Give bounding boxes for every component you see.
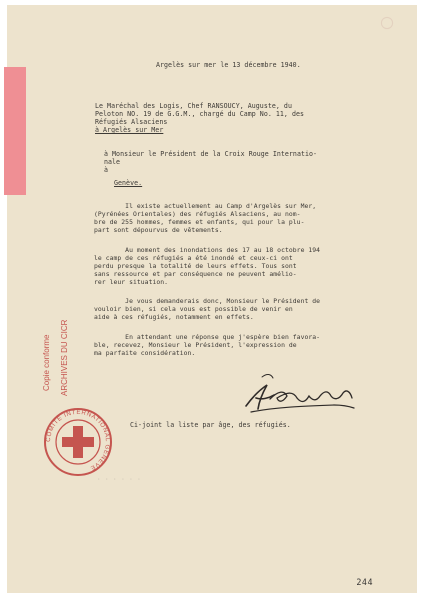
date-line: Argelès sur mer le 13 décembre 1940. <box>156 61 301 69</box>
paragraph-4-line-3: ma parfaite considération. <box>94 349 196 357</box>
faint-archive-ink-marks: · · · · · · <box>97 476 142 483</box>
recipient-line-2: nale <box>104 158 121 166</box>
recipient-city: Genève. <box>114 179 143 187</box>
paragraph-4-line-2: ble, recevez, Monsieur le Président, l'expression de <box>94 341 297 349</box>
paragraph-2-line-4: sans ressource et par conséquence ne peuvent amélio- <box>94 270 297 278</box>
red-cross-seal <box>42 406 114 478</box>
paragraph-2-line-2: le camp de ces réfugiés a été inondé et ceux-ci ont <box>94 254 293 262</box>
paragraph-3-line-3: aide à ces réfugiés, notamment en effets. <box>94 313 254 321</box>
paragraph-1-line-4: part sont dépourvus de vêtements. <box>94 226 223 234</box>
handwritten-signature <box>236 369 362 418</box>
paragraph-3-line-1: Je vous demanderais donc, Monsieur le Président de <box>94 297 321 305</box>
copie-conforme-stamp: Copie conforme <box>42 334 51 391</box>
sender-line-1: Le Maréchal des Logis, Chef RANSOUCY, Auguste, du <box>95 102 292 110</box>
recipient-line-3: à <box>104 166 109 174</box>
paragraph-1-line-1: Il existe actuellement au Camp d'Argelès sur Mer, <box>94 202 317 210</box>
sender-line-4: à Argelès sur Mer <box>95 126 164 134</box>
enclosure-note: Ci-joint la liste par âge, des réfugiés. <box>130 421 291 429</box>
page-number: 244 <box>356 577 373 587</box>
paragraph-3-line-2: vouloir bien, si cela vous est possible de venir en <box>94 305 293 313</box>
pink-tab-marker <box>4 67 26 195</box>
paragraph-2-line-1: Au moment des inondations des 17 au 18 octobre 194 <box>94 246 321 254</box>
seal-text: COMITE INTERNATIONAL GENEVE <box>44 408 112 472</box>
paragraph-1-line-2: (Pyrénées Orientales) des réfugiés Alsaciens, au nom- <box>94 210 301 218</box>
corner-stamp-icon <box>380 16 394 30</box>
sender-line-3: Réfugiés Alsaciens <box>95 118 168 126</box>
paragraph-1-line-3: bre de 255 hommes, femmes et enfants, qui pour la plu- <box>94 218 305 226</box>
paragraph-2-line-5: rer leur situation. <box>94 278 169 286</box>
recipient-line-1: à Monsieur le Président de la Croix Rouge Internatio- <box>104 150 318 158</box>
archives-stamp: ARCHIVES DU CICR <box>60 319 69 396</box>
sender-line-2: Peloton NO. 19 de G.G.M., chargé du Camp No. 11, des <box>95 110 305 118</box>
paragraph-4-line-1: En attendant une réponse que j'espère bien favora- <box>94 333 321 341</box>
paragraph-2-line-3: perdu presque la totalité de leurs effets. Tous sont <box>94 262 297 270</box>
